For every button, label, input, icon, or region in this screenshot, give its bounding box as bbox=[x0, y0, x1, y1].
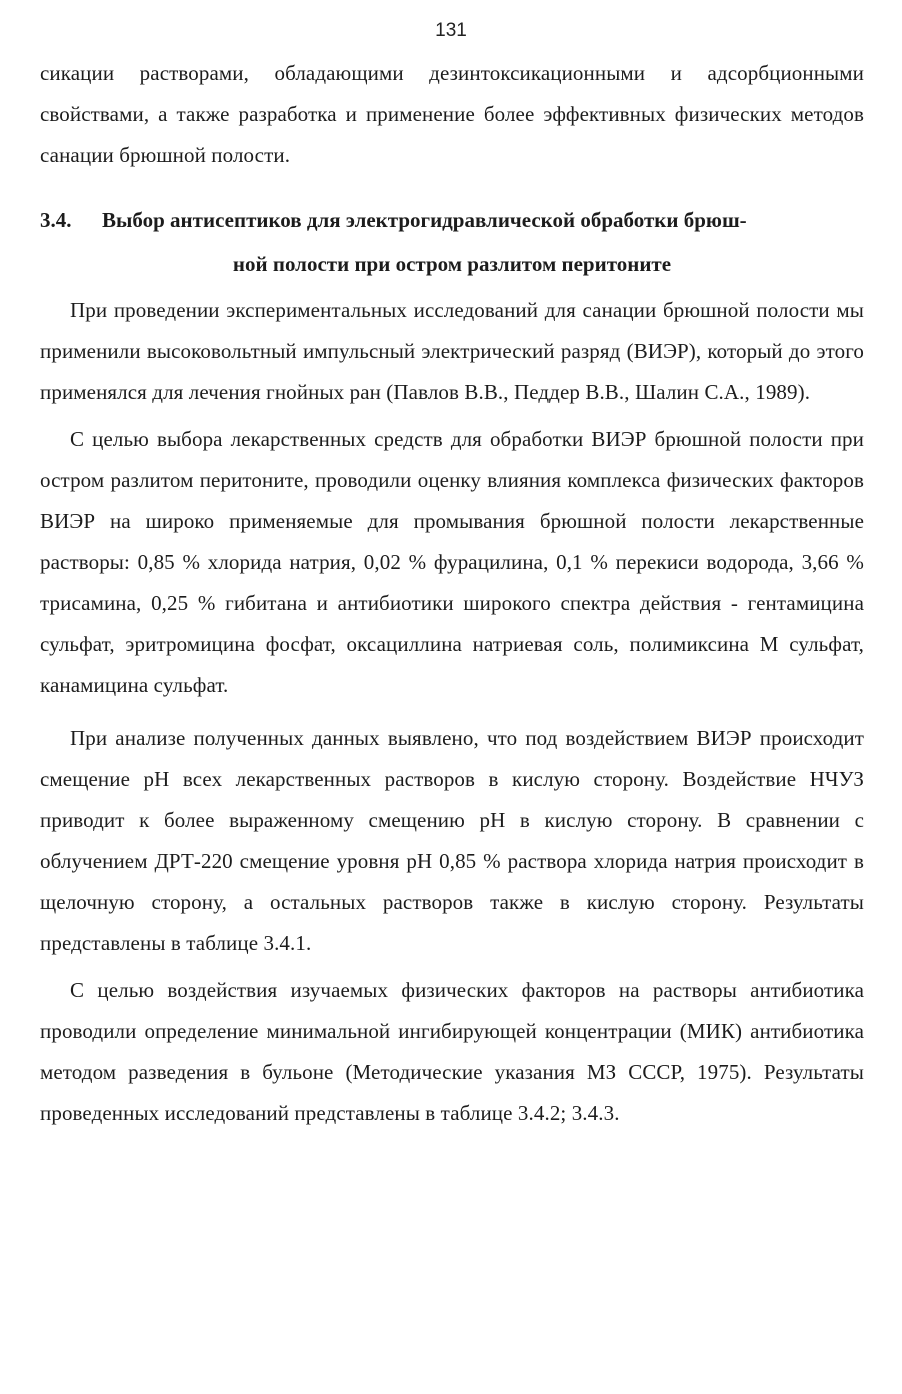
continuation-paragraph: сикации растворами, обладающими дезинтоксикационными и адсорбционными свойствами, а также разработка и применение более эффективных физических методов санации брюшной полости. bbox=[40, 61, 864, 167]
paragraph-4: С целью воздействия изучаемых физических факторов на растворы антибиотика проводили определение минимальной ингибирующей концентрации (МИК) антибиотика методом разведения в бульоне (Методические указания МЗ СССР, 1975). Результаты проведенных исследований представлены в таблице 3.4.2; 3.4.3. bbox=[40, 978, 864, 1125]
section-number: 3.4. bbox=[40, 208, 72, 232]
section-title-line1: Выбор антисептиков для электрогидравлической обработки брюш- bbox=[102, 208, 747, 232]
paragraph-2: С целью выбора лекарственных средств для обработки ВИЭР брюшной полости при остром разлитом перитоните, проводили оценку влияния комплекса физических факторов ВИЭР на широко применяемые для промывания брюшной полости лекарственные растворы: 0,85 % хлорида натрия, 0,02 % фурацилина, 0,1 % перекиси водорода, 3,66 % трисамина, 0,25 % гибитана и антибиотики широкого спектра действия - гентамицина сульфат, эритромицина фосфат, оксациллина натриевая соль, полимиксина М сульфат, канамицина сульфат. bbox=[40, 427, 864, 697]
section-title-line2: ной полости при остром разлитом перитоните bbox=[232, 252, 672, 276]
page-number: 131 bbox=[435, 20, 467, 41]
section-heading bbox=[40, 198, 864, 286]
paragraph-1: При проведении экспериментальных исследований для санации брюшной полости мы применили высоковольтный импульсный электрический разряд (ВИЭР), который до этого применялся для лечения гнойных ран (Павлов В.В., Педдер В.В., Шалин С.А., 1989). bbox=[40, 298, 864, 404]
section-body bbox=[40, 290, 864, 1140]
paragraph-3: При анализе полученных данных выявлено, что под воздействием ВИЭР происходит смещение pH всех лекарственных растворов в кислую сторону. Воздействие НЧУЗ приводит к более выраженному смещению pH в кислую сторону. В сравнении с облучением ДРТ-220 смещение уровня pH 0,85 % раствора хлорида натрия происходит в щелочную сторону, а остальных растворов также в кислую сторону. Результаты представлены в таблице 3.4.1. bbox=[40, 726, 864, 955]
